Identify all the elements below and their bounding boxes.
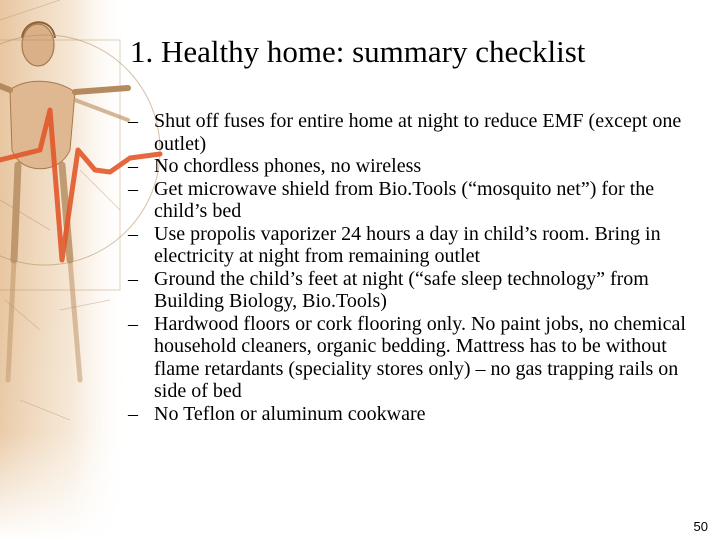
checklist-item-text: Get microwave shield from Bio.Tools (“mosquito net”) for the child’s bed [154,177,655,222]
bullet-dash: – [128,222,138,245]
checklist-item [128,403,708,426]
checklist-item [128,155,708,178]
checklist-item-text: Hardwood floors or cork flooring only. No paint jobs, no chemical household cleaners, organic bedding. Mattress has to be without flame retardants (speciality stores only) – no gas trapping rails on side of bed [154,312,686,402]
bullet-dash: – [128,402,138,425]
checklist-item-text: Shut off fuses for entire home at night to reduce EMF (except one outlet) [154,110,682,155]
checklist-item [128,313,708,403]
bullet-dash: – [128,110,138,132]
checklist-item-text: Ground the child’s feet at night (“safe sleep technology” from Building Biology, Bio.Tools) [154,267,649,312]
bullet-dash: – [128,155,138,177]
checklist-item [128,223,708,268]
checklist-item-text: No Teflon or aluminum cookware [154,402,426,425]
bullet-dash: – [128,267,138,290]
page-number: 50 [693,519,708,534]
slide-title: 1. Healthy home: summary checklist [130,34,586,69]
checklist-item [128,178,708,223]
checklist-item [128,268,708,313]
checklist-item-text: No chordless phones, no wireless [154,155,422,177]
bullet-dash: – [128,312,138,335]
checklist-item [128,110,708,155]
bullet-dash: – [128,177,138,200]
checklist-item-text: Use propolis vaporizer 24 hours a day in child’s room. Bring in electricity at night from remaining outlet [154,222,661,267]
checklist [128,110,708,425]
